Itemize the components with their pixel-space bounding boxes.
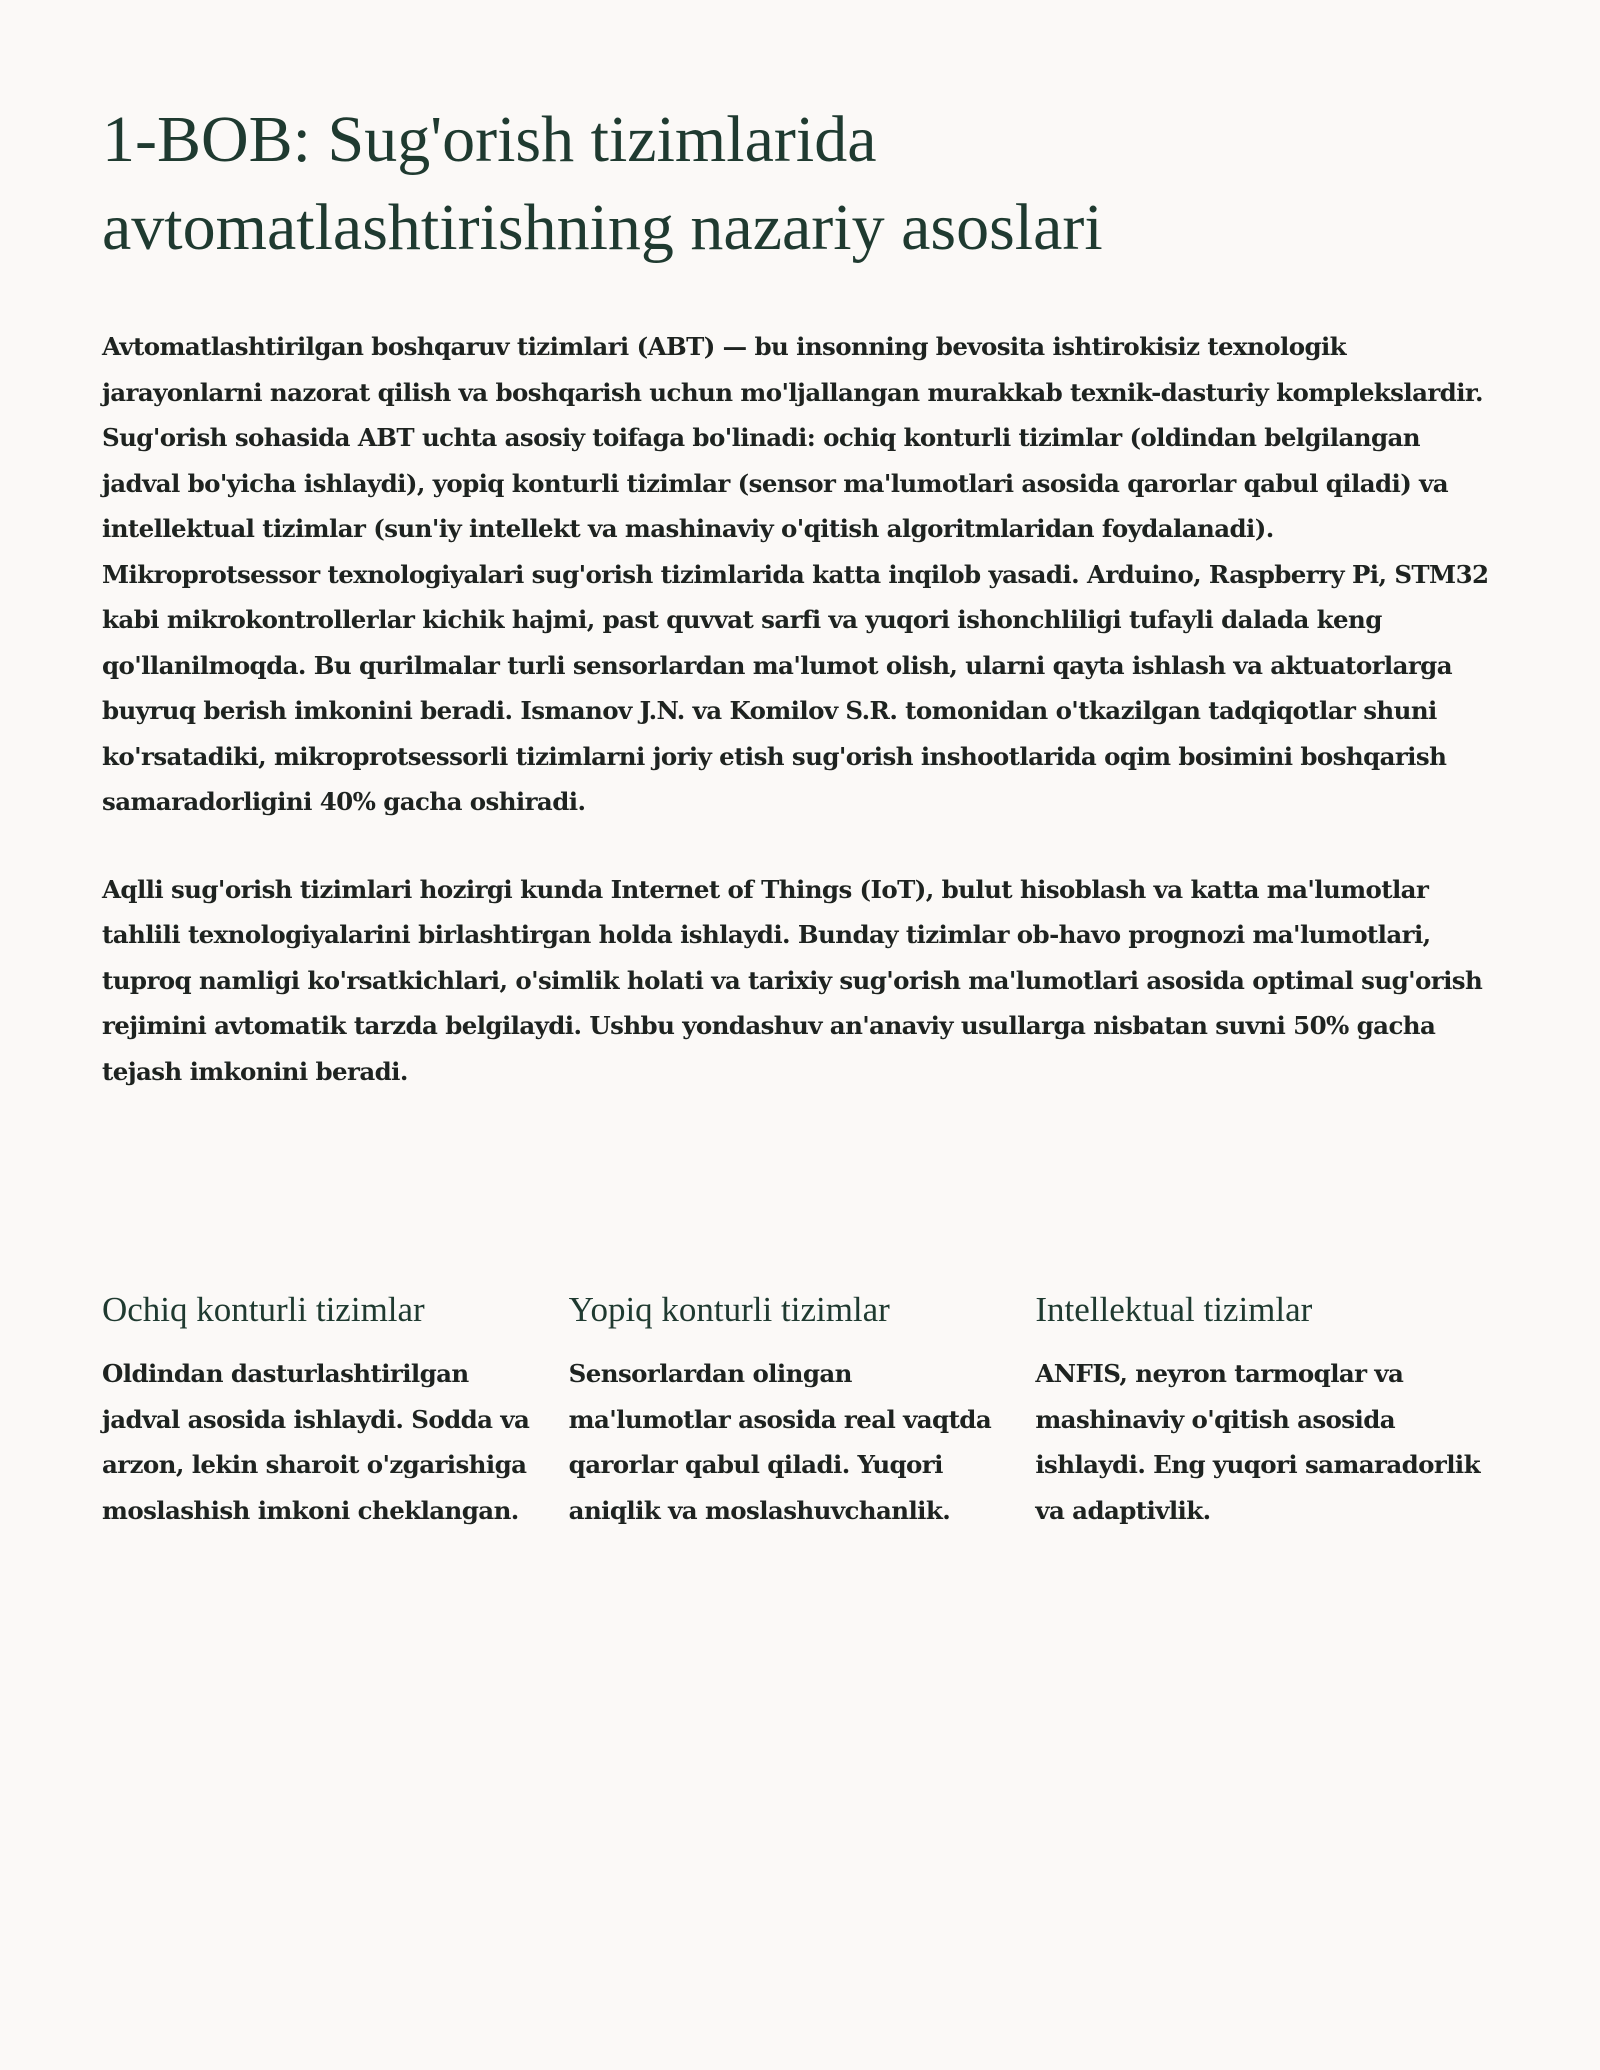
column-title: Yopiq konturli tizimlar [568, 1290, 890, 1329]
column-open-loop [102, 1283, 569, 1533]
body-text [102, 324, 1502, 1094]
paragraph-microprocessors: Mikroprotsessor texnologiyalari sug'orish tizimlarida katta inqilob yasadi. Arduino, Raspberry Pi, STM32 kabi mikrokontrollerlar kichik hajmi, past quvvat sarfi va yuqori ishonchliligi tufayli dalada keng qo'llanilmoqda. Bu qurilmalar turli sensorlardan ma'lumot olish, ularni qayta ishlash va aktuatorlarga buyruq berish imkonini beradi. Ismanov J.N. va Komilov S.R. tomonidan o'tkazilgan tadqiqotlar shuni ko'rsatadiki, mikroprotsessorli tizimlarni joriy etish sug'orish inshootlarida oqim bosimini boshqarish samaradorligini 40% gacha oshiradi. [102, 559, 1489, 816]
column-text: Sensorlardan olingan ma'lumotlar asosida real vaqtda qarorlar qabul qiladi. Yuqori aniqlik va moslashuvchanlik. [568, 1359, 992, 1525]
column-title: Ochiq konturli tizimlar [102, 1290, 425, 1329]
chapter-title: 1-BOB: Sug'orish tizimlarida avtomatlashtirishning nazariy asoslari [102, 103, 1103, 264]
column-text: Oldindan dasturlashtirilgan jadval asosida ishlaydi. Sodda va arzon, lekin sharoit o'zgarishiga moslashish imkoni cheklangan. [102, 1359, 530, 1525]
paragraph-abt-definition: Avtomatlashtirilgan boshqaruv tizimlari (ABT) — bu insonning bevosita ishtirokisiz texnologik jarayonlarni nazorat qilish va boshqarish uchun mo'ljallangan murakkab texnik-dasturiy komplekslardir. Sug'orish sohasida ABT uchta asosiy toifaga bo'linadi: ochiq konturli tizimlar (oldindan belgilangan jadval bo'yicha ishlaydi), yopiq konturli tizimlar (sensor ma'lumotlari asosida qarorlar qabul qiladi) va intellektual tizimlar (sun'iy intellekt va mashinaviy o'qitish algoritmlaridan foydalanadi). [102, 332, 1483, 543]
column-intelligent [1035, 1283, 1502, 1533]
paragraph-smart-irrigation: Aqlli sug'orish tizimlari hozirgi kunda Internet of Things (IoT), bulut hisoblash va katta ma'lumotlar tahlili texnologiyalarini birlashtirgan holda ishlaydi. Bunday tizimlar ob-havo prognozi ma'lumotlari, tuproq namligi ko'rsatkichlari, o'simlik holati va tarixiy sug'orish ma'lumotlari asosida optimal sug'orish rejimini avtomatik tarzda belgilaydi. Ushbu yondashuv an'anaviy usullarga nisbatan suvni 50% gacha tejash imkonini beradi. [102, 874, 1483, 1086]
column-title: Intellektual tizimlar [1035, 1290, 1313, 1329]
column-text: ANFIS, neyron tarmoqlar va mashinaviy o'qitish asosida ishlaydi. Eng yuqori samaradorlik va adaptivlik. [1035, 1359, 1481, 1525]
column-closed-loop [569, 1283, 1036, 1533]
system-types-columns [102, 1283, 1502, 1533]
